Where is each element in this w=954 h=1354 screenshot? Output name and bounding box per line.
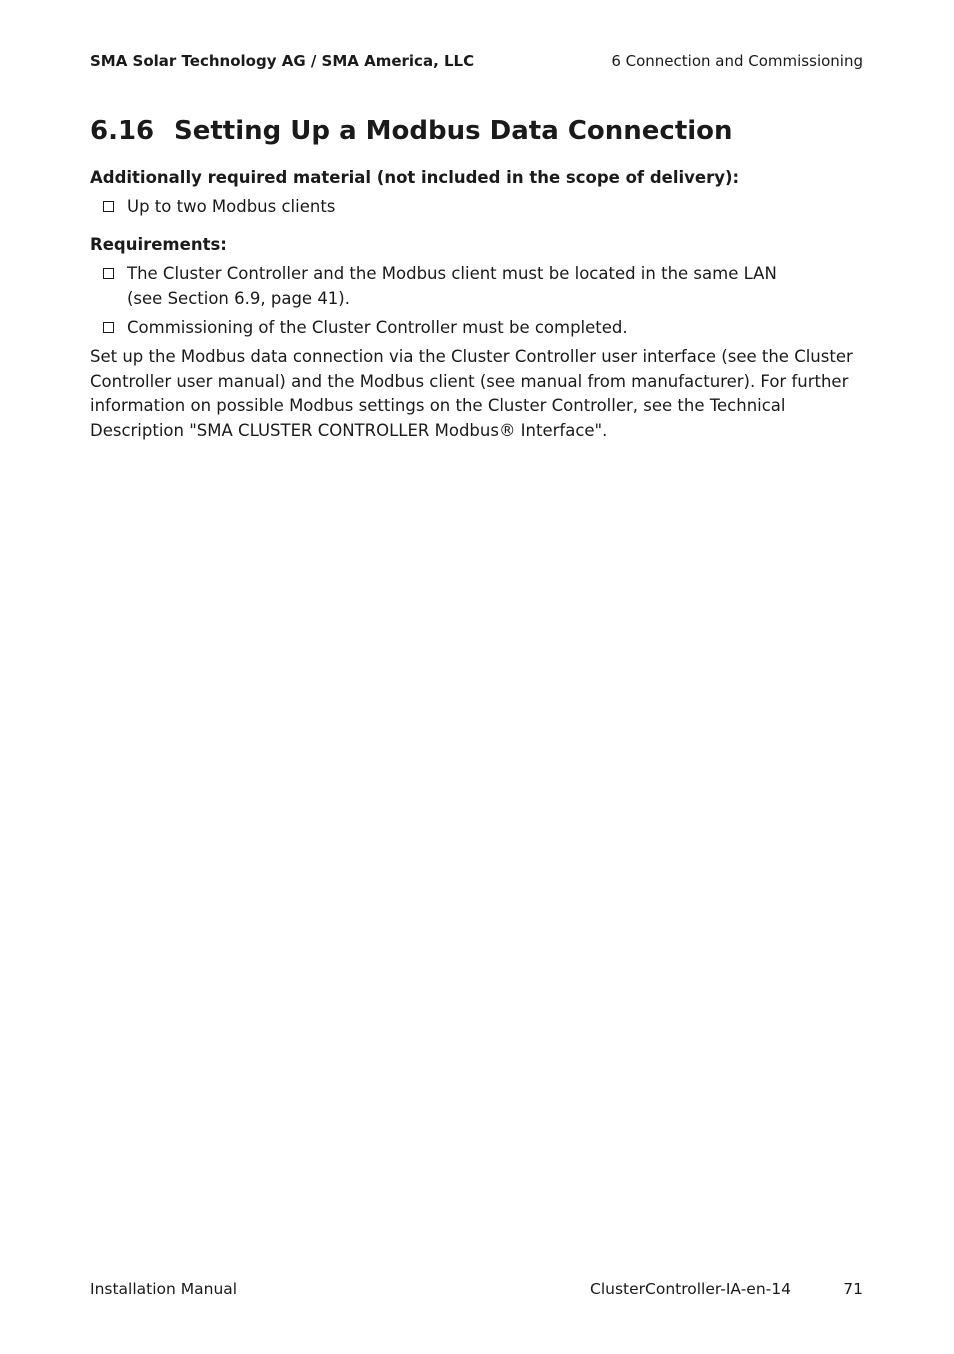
- section-number: 6.16: [90, 116, 155, 146]
- list-item: [90, 316, 864, 341]
- page-header: [90, 52, 863, 70]
- page-number: 71: [843, 1280, 863, 1298]
- footer-manual: Installation Manual: [90, 1280, 238, 1298]
- checkbox-icon: [103, 268, 114, 279]
- material-item-text: Up to two Modbus clients: [127, 197, 336, 216]
- list-item: [90, 262, 864, 311]
- requirement-item-text: Commissioning of the Cluster Controller must be completed.: [127, 318, 628, 337]
- body-paragraph: Set up the Modbus data connection via the Cluster Controller user interface (see the Cluster Controller user manual) and the Modbus client (see manual from manufacturer). For further information on possible Modbus settings on the Cluster Controller, see the Technical Description "SMA CLUSTER CONTROLLER Modbus® Interface".: [90, 347, 853, 440]
- page-footer: [90, 1280, 863, 1298]
- material-label: Additionally required material (not included in the scope of delivery):: [90, 168, 740, 187]
- list-item: [90, 195, 864, 220]
- header-company: SMA Solar Technology AG / SMA America, LLC: [90, 52, 475, 70]
- checkbox-icon: [103, 201, 114, 212]
- header-chapter: 6 Connection and Commissioning: [611, 52, 863, 70]
- requirements-label: Requirements:: [90, 235, 227, 254]
- checkbox-icon: [103, 322, 114, 333]
- footer-doc-id: ClusterController-IA-en-14: [590, 1280, 791, 1298]
- requirements-list: [90, 262, 864, 346]
- requirement-item-text: The Cluster Controller and the Modbus client must be located in the same LAN (see Section 6.9, page 41).: [127, 264, 777, 308]
- section-title-text: Setting Up a Modbus Data Connection: [174, 116, 733, 146]
- section-title: [90, 116, 733, 146]
- material-list: [90, 195, 864, 225]
